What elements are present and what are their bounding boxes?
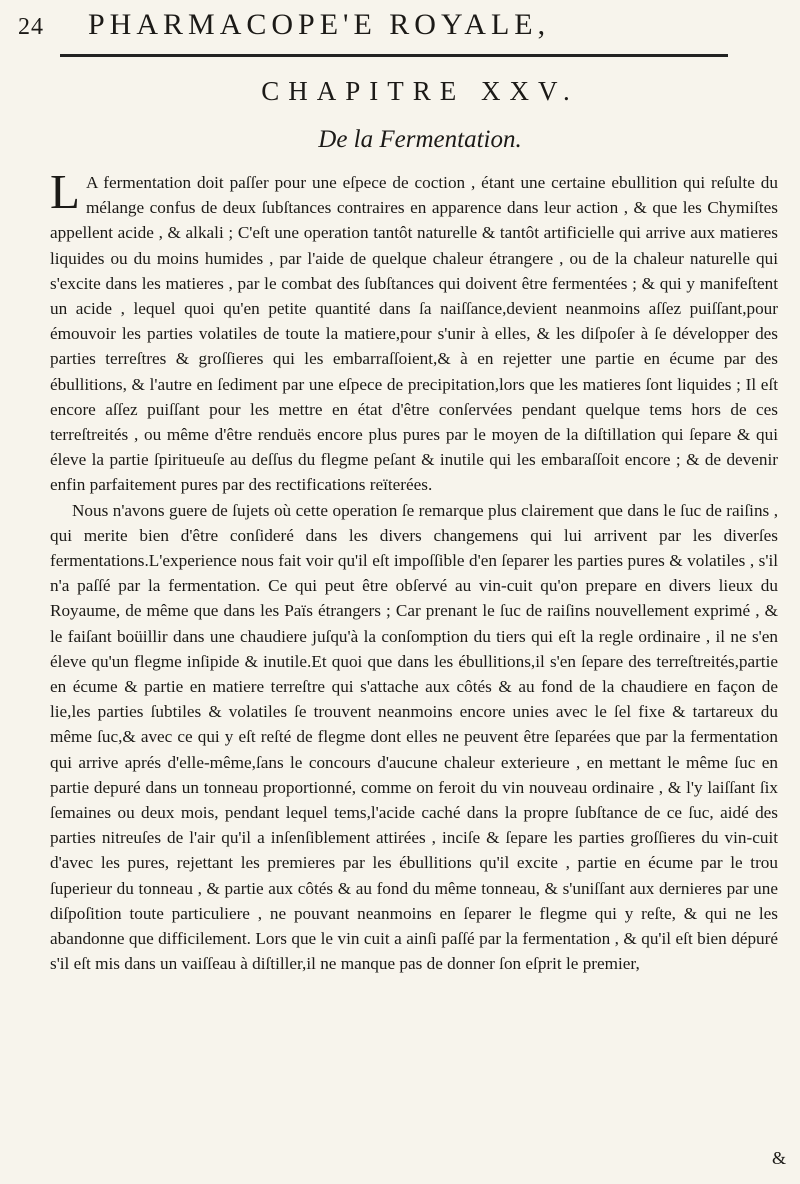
paragraph-1-text: A fermentation doit paſſer pour une eſpece de coction , étant une certaine ebullition qui reſulte du mélange confus de deux ſubſtances contraires en apparence dans leur action , & que les Chymiſtes appellent acide , & alkali ; C'eſt une operation tantôt naturelle & tantôt artificielle qui arrive aux matieres liquides ou du moins humides , par l'aide de quelque chaleur étrangere , ou de la chaleur naturelle qui s'excite dans les matieres , par le combat des ſubſtances qui doivent être fermentées ; & qui y manifeſtent un acide , lequel quoi qu'en petite quantité dans ſa naiſſance,devient neanmoins aſſez puiſſant,pour émouvoir les parties volatiles de toute la matiere,pour s'unir à elles, & les diſpoſer à ſe développer des parties terreſtres & groſſieres qui les embarraſſoient,& à en rejetter une partie en écume par des ébullitions, & l'autre en ſediment par une eſpece de precipitation,lors que les matieres ſont liquides ; Il eſt encore aſſez puiſſant pour les mettre en état d'être conſervées pendant quelque tems hors de ces terreſtreités , ou même d'être renduës encore plus pures par le moyen de la diſtillation qui ſepare & qui éleve la partie ſpiritueuſe au deſſus du flegme peſant & inutile qui les embaraſſoit encore ; & de devenir enfin parfaitement pures par des rectifications reïterées. — [50, 173, 778, 495]
paragraph-2: Nous n'avons guere de ſujets où cette operation ſe remarque plus clairement que dans le ſuc de raiſins , qui merite bien d'être conſideré dans les divers changemens qui lui arrivent par les diverſes fermentations.L'experience nous fait voir qu'il eſt impoſſible d'en ſeparer les parties pures & volatiles , s'il n'a paſſé par la fermentation. Ce qui peut être obſervé au vin-cuit qu'on prepare en divers lieux du Royaume, de même que dans les Païs étrangers ; Car prenant le ſuc de raiſins nouvellement exprimé , & le faiſant boüillir dans une chaudiere juſqu'à la conſomption du tiers qui eſt la regle ordinaire , il ne s'en éleve qu'un flegme inſipide & inutile.Et quoi que dans les ébullitions,il s'en ſepare des terreſtreités,partie en écume & partie en matiere terreſtre qui s'attache aux côtés & au fond de la chaudiere en façon de lie,les parties ſubtiles & volatiles ſe trouvent neanmoins encore unies avec le ſel fixe & tartareux du même ſuc,& avec ce qui y eſt reſté de flegme dont elles ne peuvent être ſeparées que par la fermentation qui arrive aprés d'elle-même,ſans le concours d'aucune chaleur exterieure , en mettant le même ſuc en partie depuré dans un tonneau proportionné, comme on feroit du vin nouveau ordinaire , & l'y laiſſant ſix ſemaines ou deux mois, pendant lequel tems,l'acide caché dans la propre ſubſtance de ce ſuc, aidé des parties nitreuſes de l'air qu'il a inſenſiblement attirées , inciſe & ſepare les parties groſſieres du vin-cuit d'avec les pures, rejettant les premieres par les ébullitions qu'il excite , partie en écume par le trou ſuperieur du tonneau , & partie aux côtés & au fond du même tonneau, & s'uniſſant aux dernieres par une diſpoſition toute particuliere , ne pouvant neanmoins en ſeparer le flegme qui y reſte, & qui ne les abandonne que difficilement. Lors que le vin cuit a ainſi paſſé par la fermentation , & qu'il eſt bien dépuré s'il eſt mis dans un vaiſſeau à diſtiller,il ne manque pas de donner ſon eſprit le premier, — [50, 500, 778, 974]
section-title: De la Fermentation. — [318, 126, 522, 153]
drop-cap: L — [50, 164, 80, 219]
body-text — [50, 164, 778, 977]
running-title: PHARMACOPE'E ROYALE, — [88, 8, 551, 41]
page-number: 24 — [18, 14, 44, 40]
chapter-heading: CHAPITRE XXV. — [261, 76, 579, 106]
catchword: & — [771, 1148, 786, 1168]
paragraph-1 — [50, 164, 778, 498]
running-head — [18, 8, 780, 48]
header-rule — [60, 54, 728, 57]
